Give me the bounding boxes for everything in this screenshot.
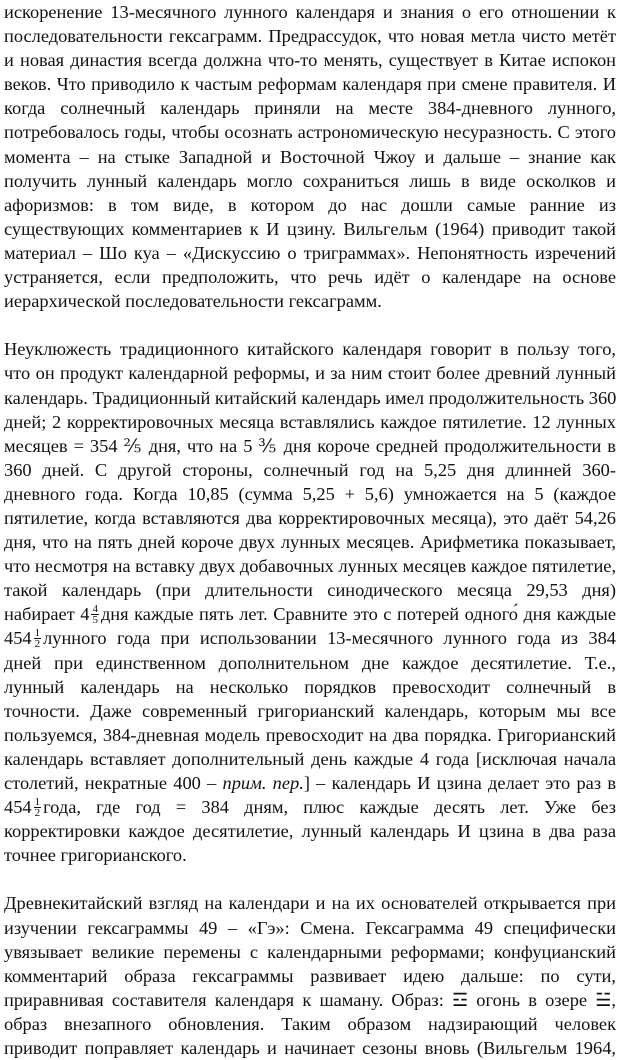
text-line: дня, что на пять дней короче двух лунных месяцев. Арифметика показывает, (4, 532, 616, 553)
text-segment: приравнивая составителя календаря к шаману. Образ: (4, 989, 452, 1010)
text-line: корректировки каждое десятилетие, лунный календарь И цзина в два раза (4, 821, 616, 842)
text-line: дней; 2 корректировочных месяца вставлялись каждое пятилетие. 12 лунных (4, 411, 616, 432)
fraction-one-half (34, 797, 42, 818)
fraction-denominator: 2 (34, 638, 41, 651)
text-line: точнее григорианского. (4, 845, 187, 866)
text-segment: года, где год = 384 дням, плюс каждые десять лет. Уже без (43, 797, 616, 818)
text-line: и новая династия всегда должна что-то менять, существует в Китае испокон (4, 50, 616, 71)
text-segment: дня каждые пять лет. Сравните это с потерей одного́ дня каждые (100, 604, 616, 625)
fraction-one-half (34, 628, 42, 649)
paragraph-gap (4, 313, 616, 337)
paragraph-1 (4, 0, 616, 313)
text-line: изучении гексаграммы 49 – «Гэ»: Смена. Гексаграмма 49 специфически (4, 917, 616, 938)
text-line: комментарий образа гексаграммы развивает идею дальше: по сути, (4, 965, 616, 986)
text-line (4, 988, 616, 1012)
fraction-numerator: 1 (34, 796, 41, 809)
text-line: последовательности гексаграмм. Предрассудок, что новая метла чисто метёт (4, 26, 616, 47)
text-line: получить лунный календарь могло сохраниться лишь в виде осколков и (4, 170, 616, 191)
text-line: потребовалось годы, чтобы осознать астрономическую несуразность. С этого (4, 122, 616, 143)
text-line: Древнекитайский взгляд на календари и на их основателей открывается при (4, 893, 616, 914)
text-line: пятилетие, когда вставляются два корректировочных месяца), это даёт 54,26 (4, 507, 616, 528)
text-line: искоренение 13-месячного лунного календаря и знания о его отношении к (4, 2, 616, 22)
text-line: афоризмов: в том виде, в котором до нас дошли самые ранние из (4, 194, 616, 215)
trigram-fire-icon: ☲ (451, 989, 469, 1010)
text-line: образ внезапного обновления. Таким образом надзирающий человек (4, 1013, 616, 1034)
text-line: точности. Даже современный григорианский календарь, которым мы все (4, 700, 616, 721)
text-line: календарь. Традиционный китайский календарь имел продолжительность 360 (4, 387, 617, 408)
fraction-denominator: 2 (34, 807, 41, 820)
fraction-four-fifths (91, 604, 99, 625)
paragraph-3 (4, 891, 616, 1060)
text-segment: 454 (4, 628, 32, 649)
text-line (4, 602, 616, 626)
fraction-numerator: 1 (34, 627, 41, 640)
text-line: когда солнечный календарь приняли на месте 384-дневного лунного, (4, 98, 616, 119)
text-segment: набирает 4 (4, 604, 90, 625)
text-line: 360 дней. С другой стороны, солнечный год на 5,25 дня длинней 360- (4, 459, 616, 480)
text-segment: ] – календарь И цзина делает это раз в (303, 773, 616, 793)
text-line: устраняется, если предположить, что речь идёт о календаре на основе (4, 267, 616, 288)
text-line (4, 626, 616, 650)
text-line: приводит поправляет календарь и начинает сезоны вновь (Вильгельм 1964, (4, 1038, 616, 1059)
text-line: увязывает великие перемены с календарными реформами; конфуцианский (4, 941, 616, 962)
text-line: календарь вставляет дополнительный день каждые 4 года [исключая начала (4, 748, 616, 769)
text-line: Неуклюжесть традиционного китайского календаря говорит в пользу того, (4, 339, 616, 360)
text-line: такой календарь (при длительности синодического месяца 29,53 дня) (4, 580, 616, 601)
text-line: дней при единственном дополнительном дне каждое десятилетие. Т.е., (4, 652, 616, 673)
text-line (4, 795, 616, 819)
text-segment: , (611, 989, 616, 1010)
text-line: что несмотря на вставку двух добавочных лунных месяцев каждое пятилетие, (4, 556, 617, 577)
fraction-numerator: 4 (92, 603, 98, 616)
paragraph-gap (4, 867, 616, 891)
text-line: дневного года. Когда 10,85 (сумма 5,25 + 5,6) умножается на 5 (каждое (4, 483, 616, 504)
text-line: лунный календарь на несколько порядков превосходит солнечный в (4, 676, 616, 697)
trigram-lake-icon: ☱ (595, 989, 612, 1010)
text-line: материал – Шо куа – «Дискуссию о триграммах». Непонятность изречений (4, 242, 616, 263)
text-line: веков. Что приводило к частым реформам календаря при смене правителя. И (4, 74, 616, 95)
text-line: пользуемся, 384-дневная модель превосходит на два порядка. Григорианский (4, 724, 616, 745)
text-line: иерархической последовательности гексаграмм. (4, 291, 382, 312)
fraction-denominator: 5 (92, 614, 98, 627)
text-line: что он продукт календарной реформы, и за ним стоит более древний лунный (4, 363, 616, 384)
text-segment: огонь в озере (468, 989, 596, 1010)
text-line: момента – на стыке Западной и Восточной Чжоу и дальше – знание как (4, 146, 616, 167)
italic-note: прим. пер. (222, 773, 304, 793)
text-line: месяцев = 354 ⅖ дня, что на 5 ⅗ дня короче средней продолжительности в (4, 435, 616, 456)
text-segment: лунного года при использовании 13-месячного лунного года из 384 (43, 628, 616, 649)
text-line: существующих комментариев к И цзину. Вильгельм (1964) приводит такой (4, 218, 616, 239)
paragraph-2 (4, 337, 616, 867)
text-segment: 454 (4, 797, 32, 818)
text-line (4, 771, 616, 795)
text-segment: столетий, некратные 400 – (4, 773, 223, 793)
